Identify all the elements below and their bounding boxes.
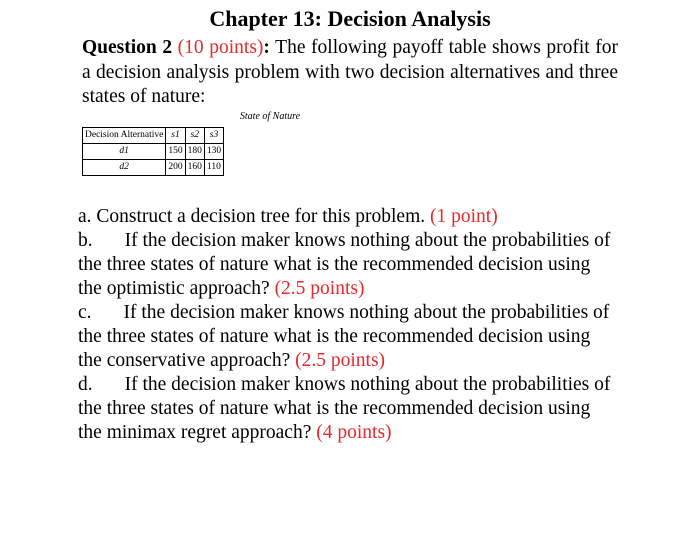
question-item-text: If the decision maker knows nothing about the probabilities of the three states of nature what is the recommended decision using the minimax regret approach?: [78, 374, 611, 443]
state-s3-header: s3: [204, 128, 223, 144]
state-of-nature-header: State of Nature: [239, 111, 301, 122]
table-cell: 150: [166, 144, 185, 160]
question-letter: a.: [78, 206, 92, 227]
table-row: [83, 144, 224, 160]
row-label-d1: d1: [83, 144, 166, 160]
question-item-text: Construct a decision tree for this problem.: [96, 206, 426, 227]
table-cell: 160: [185, 160, 204, 176]
state-s2-header: s2: [185, 128, 204, 144]
question-letter: d.: [78, 374, 93, 395]
question-letter: b.: [78, 230, 93, 251]
table-cell: 180: [185, 144, 204, 160]
question-item-c: [78, 301, 618, 373]
page-title: Chapter 13: Decision Analysis: [209, 6, 491, 31]
question-item-points: (2.5 points): [295, 350, 386, 371]
question-item-b: [78, 229, 618, 301]
question-points: (10 points): [177, 37, 264, 58]
question-letter: c.: [78, 302, 92, 323]
table-header-row: [83, 128, 224, 144]
table-cell: 110: [204, 160, 223, 176]
state-s1-header: s1: [166, 128, 185, 144]
question-label: Question 2: [82, 37, 173, 58]
question-list: [78, 205, 618, 445]
table-cell: 200: [166, 160, 185, 176]
question-item-d: [78, 373, 618, 445]
question-item-text: If the decision maker knows nothing about the probabilities of the three states of nature what is the recommended decision using the optimistic approach?: [78, 230, 611, 299]
question-colon: :: [263, 37, 270, 58]
question-intro: [82, 36, 618, 110]
question-item-points: (1 point): [430, 206, 498, 227]
question-item-points: (4 points): [316, 422, 392, 443]
question-item-points: (2.5 points): [274, 278, 365, 299]
table-cell: 130: [204, 144, 223, 160]
decision-alternative-header: Decision Alternative: [83, 128, 166, 144]
question-item-text: If the decision maker knows nothing about the probabilities of the three states of nature what is the recommended decision using the conservative approach?: [78, 302, 610, 371]
question-text: The following payoff table shows profit for a decision analysis problem with two decision alternatives and three states of nature:: [82, 37, 619, 107]
table-row: [83, 160, 224, 176]
question-item-a: [78, 205, 618, 229]
row-label-d2: d2: [83, 160, 166, 176]
